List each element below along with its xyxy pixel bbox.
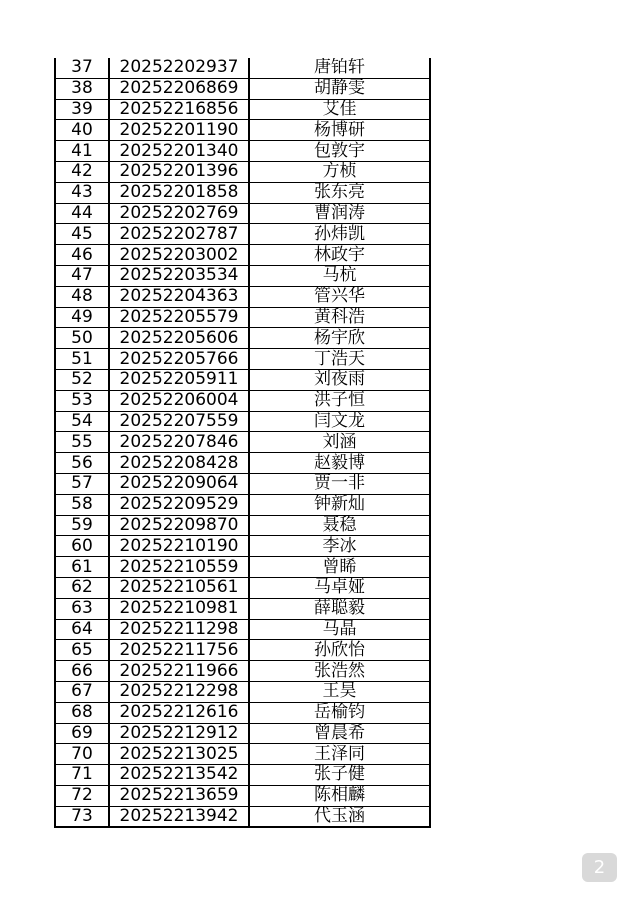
- table-row: [55, 286, 430, 307]
- table-row: [55, 390, 430, 411]
- student-name-cell: 马杭: [249, 265, 430, 286]
- student-name-cell: 赵毅博: [249, 453, 430, 474]
- student-name-cell: 王昊: [249, 681, 430, 702]
- table-row: [55, 453, 430, 474]
- student-name-cell: 陈相麟: [249, 785, 430, 806]
- student-id-cell: 20252211966: [109, 661, 249, 682]
- student-id-cell: 20252205579: [109, 307, 249, 328]
- student-id-cell: 20252213025: [109, 744, 249, 765]
- row-number-cell: 58: [55, 494, 109, 515]
- table-row: [55, 120, 430, 141]
- roster-table-body: [55, 58, 430, 827]
- row-number-cell: 66: [55, 661, 109, 682]
- table-row: [55, 785, 430, 806]
- table-row: [55, 806, 430, 827]
- row-number-cell: 54: [55, 411, 109, 432]
- student-id-cell: 20252209529: [109, 494, 249, 515]
- student-id-cell: 20252211298: [109, 619, 249, 640]
- table-row: [55, 744, 430, 765]
- student-id-cell: 20252216856: [109, 99, 249, 120]
- student-id-cell: 20252212912: [109, 723, 249, 744]
- student-id-cell: 20252207846: [109, 432, 249, 453]
- table-row: [55, 245, 430, 266]
- table-row: [55, 765, 430, 786]
- student-name-cell: 曾睎: [249, 557, 430, 578]
- student-name-cell: 胡静雯: [249, 78, 430, 99]
- table-row: [55, 661, 430, 682]
- student-id-cell: 20252209064: [109, 473, 249, 494]
- row-number-cell: 61: [55, 557, 109, 578]
- table-row: [55, 182, 430, 203]
- student-id-cell: 20252212298: [109, 681, 249, 702]
- student-id-cell: 20252210561: [109, 577, 249, 598]
- student-id-cell: 20252210559: [109, 557, 249, 578]
- table-row: [55, 723, 430, 744]
- table-row: [55, 494, 430, 515]
- student-id-cell: 20252202769: [109, 203, 249, 224]
- student-id-cell: 20252213659: [109, 785, 249, 806]
- table-row: [55, 224, 430, 245]
- row-number-cell: 67: [55, 681, 109, 702]
- student-name-cell: 唐铂轩: [249, 58, 430, 78]
- table-row: [55, 349, 430, 370]
- student-roster-table: [54, 58, 431, 828]
- table-row: [55, 141, 430, 162]
- student-name-cell: 代玉涵: [249, 806, 430, 827]
- row-number-cell: 51: [55, 349, 109, 370]
- table-row: [55, 536, 430, 557]
- student-name-cell: 张子健: [249, 765, 430, 786]
- student-name-cell: 洪子恒: [249, 390, 430, 411]
- student-id-cell: 20252211756: [109, 640, 249, 661]
- row-number-cell: 64: [55, 619, 109, 640]
- student-id-cell: 20252206869: [109, 78, 249, 99]
- row-number-cell: 43: [55, 182, 109, 203]
- student-name-cell: 孙炜凯: [249, 224, 430, 245]
- table-row: [55, 619, 430, 640]
- row-number-cell: 69: [55, 723, 109, 744]
- student-id-cell: 20252201340: [109, 141, 249, 162]
- table-row: [55, 598, 430, 619]
- student-name-cell: 马晶: [249, 619, 430, 640]
- student-id-cell: 20252204363: [109, 286, 249, 307]
- table-row: [55, 307, 430, 328]
- student-id-cell: 20252213542: [109, 765, 249, 786]
- row-number-cell: 59: [55, 515, 109, 536]
- table-row: [55, 640, 430, 661]
- row-number-cell: 37: [55, 58, 109, 78]
- row-number-cell: 39: [55, 99, 109, 120]
- row-number-cell: 48: [55, 286, 109, 307]
- table-row: [55, 577, 430, 598]
- student-id-cell: 20252210981: [109, 598, 249, 619]
- student-name-cell: 方桢: [249, 161, 430, 182]
- student-name-cell: 张浩然: [249, 661, 430, 682]
- row-number-cell: 62: [55, 577, 109, 598]
- student-name-cell: 包敦宇: [249, 141, 430, 162]
- table-row: [55, 78, 430, 99]
- row-number-cell: 47: [55, 265, 109, 286]
- row-number-cell: 49: [55, 307, 109, 328]
- student-name-cell: 刘夜雨: [249, 369, 430, 390]
- student-id-cell: 20252212616: [109, 702, 249, 723]
- student-name-cell: 李冰: [249, 536, 430, 557]
- row-number-cell: 68: [55, 702, 109, 723]
- student-name-cell: 黄科浩: [249, 307, 430, 328]
- table-row: [55, 161, 430, 182]
- student-id-cell: 20252208428: [109, 453, 249, 474]
- student-id-cell: 20252201396: [109, 161, 249, 182]
- table-row: [55, 58, 430, 78]
- student-id-cell: 20252201858: [109, 182, 249, 203]
- student-id-cell: 20252205911: [109, 369, 249, 390]
- row-number-cell: 63: [55, 598, 109, 619]
- table-row: [55, 369, 430, 390]
- student-name-cell: 林政宇: [249, 245, 430, 266]
- table-row: [55, 99, 430, 120]
- student-id-cell: 20252203534: [109, 265, 249, 286]
- row-number-cell: 53: [55, 390, 109, 411]
- student-name-cell: 曾晨希: [249, 723, 430, 744]
- table-row: [55, 203, 430, 224]
- student-name-cell: 刘涵: [249, 432, 430, 453]
- row-number-cell: 42: [55, 161, 109, 182]
- row-number-cell: 46: [55, 245, 109, 266]
- student-name-cell: 曹润涛: [249, 203, 430, 224]
- row-number-cell: 60: [55, 536, 109, 557]
- row-number-cell: 52: [55, 369, 109, 390]
- row-number-cell: 73: [55, 806, 109, 827]
- student-name-cell: 张东亮: [249, 182, 430, 203]
- row-number-cell: 44: [55, 203, 109, 224]
- table-row: [55, 681, 430, 702]
- row-number-cell: 56: [55, 453, 109, 474]
- student-id-cell: 20252203002: [109, 245, 249, 266]
- row-number-cell: 72: [55, 785, 109, 806]
- table-row: [55, 411, 430, 432]
- student-name-cell: 薛聪毅: [249, 598, 430, 619]
- row-number-cell: 40: [55, 120, 109, 141]
- student-id-cell: 20252205766: [109, 349, 249, 370]
- row-number-cell: 55: [55, 432, 109, 453]
- row-number-cell: 41: [55, 141, 109, 162]
- row-number-cell: 50: [55, 328, 109, 349]
- table-row: [55, 557, 430, 578]
- student-name-cell: 孙欣怡: [249, 640, 430, 661]
- student-id-cell: 20252210190: [109, 536, 249, 557]
- page-number-badge: 2: [582, 853, 617, 882]
- row-number-cell: 45: [55, 224, 109, 245]
- student-name-cell: 钟新灿: [249, 494, 430, 515]
- student-name-cell: 杨宇欣: [249, 328, 430, 349]
- table-row: [55, 265, 430, 286]
- student-id-cell: 20252207559: [109, 411, 249, 432]
- student-id-cell: 20252205606: [109, 328, 249, 349]
- table-row: [55, 702, 430, 723]
- student-id-cell: 20252206004: [109, 390, 249, 411]
- student-name-cell: 贾一非: [249, 473, 430, 494]
- student-name-cell: 岳榆钧: [249, 702, 430, 723]
- student-name-cell: 管兴华: [249, 286, 430, 307]
- table-row: [55, 515, 430, 536]
- student-name-cell: 闫文龙: [249, 411, 430, 432]
- student-name-cell: 王泽同: [249, 744, 430, 765]
- student-id-cell: 20252209870: [109, 515, 249, 536]
- student-id-cell: 20252202937: [109, 58, 249, 78]
- table-row: [55, 473, 430, 494]
- student-id-cell: 20252201190: [109, 120, 249, 141]
- table-row: [55, 328, 430, 349]
- row-number-cell: 71: [55, 765, 109, 786]
- table-row: [55, 432, 430, 453]
- student-id-cell: 20252213942: [109, 806, 249, 827]
- student-name-cell: 聂稳: [249, 515, 430, 536]
- row-number-cell: 65: [55, 640, 109, 661]
- student-name-cell: 杨博研: [249, 120, 430, 141]
- student-name-cell: 丁浩天: [249, 349, 430, 370]
- student-name-cell: 艾佳: [249, 99, 430, 120]
- student-id-cell: 20252202787: [109, 224, 249, 245]
- row-number-cell: 57: [55, 473, 109, 494]
- row-number-cell: 38: [55, 78, 109, 99]
- row-number-cell: 70: [55, 744, 109, 765]
- student-name-cell: 马卓娅: [249, 577, 430, 598]
